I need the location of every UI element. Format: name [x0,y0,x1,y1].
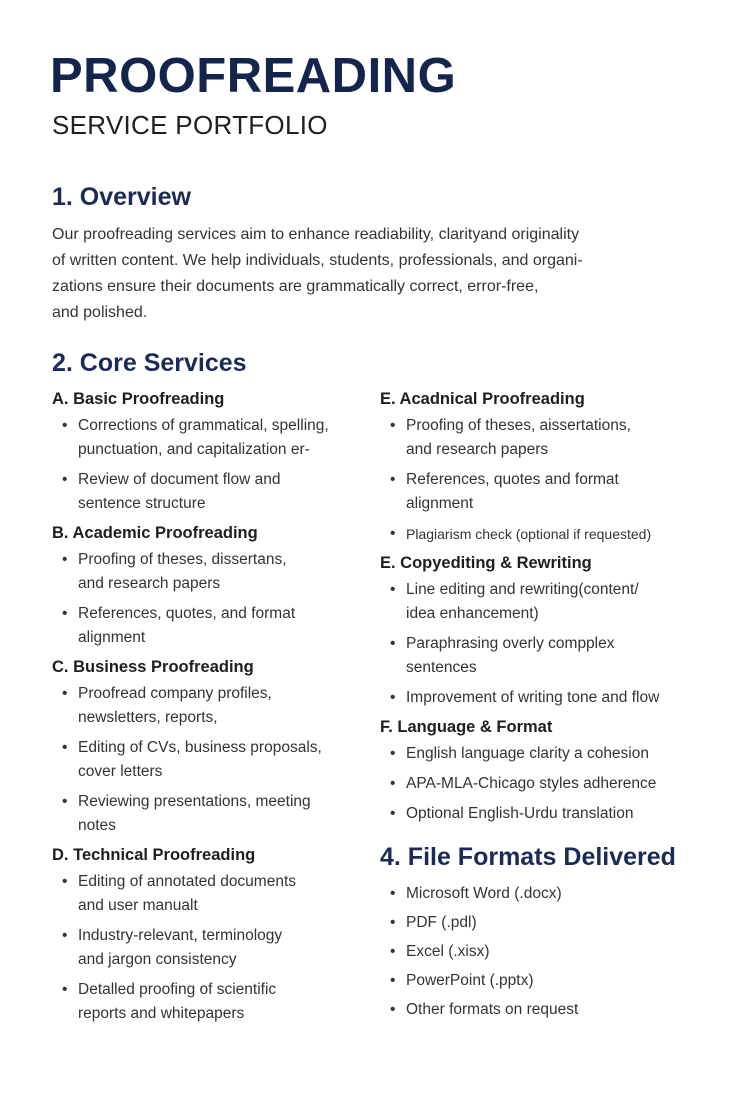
list-item [380,468,710,516]
bullet-icon: • [62,471,68,488]
list-item [52,414,372,462]
item-line: Editing of annotated documents [78,873,297,890]
bullet-icon: • [62,685,68,702]
list-item [380,969,710,993]
item-line: English language clarity a cohesion [406,745,649,762]
list-item [380,772,710,796]
service-group-technical [52,844,372,1026]
bullet-icon: • [62,793,68,810]
list-item [380,882,710,906]
bullet-icon: • [390,885,396,902]
bullet-icon: • [390,525,396,542]
bullet-icon: • [62,981,68,998]
item-line: Other formats on request [406,1001,579,1018]
item-line: alignment [406,495,474,512]
file-formats-list [380,882,710,1022]
service-group-language [380,716,710,826]
document-title: PROOFREADING [50,49,457,103]
service-list [52,870,372,1026]
service-list [380,414,710,546]
service-group-title: F. Language & Format [380,718,553,736]
item-line: PDF (.pdl) [406,914,477,931]
bullet-icon: • [390,914,396,931]
item-line: Editing of CVs, business proposals, [78,739,322,756]
list-item [52,870,372,918]
item-line: Plagiarism check (optional if requested) [406,526,652,542]
item-line: punctuation, and capitalization er- [78,441,310,458]
bullet-icon: • [390,943,396,960]
item-line: reports and whitepapers [78,1005,245,1022]
item-line: Reviewing presentations, meeting [78,793,311,810]
list-item [380,940,710,964]
item-line: Proofing of theses, aissertations, [406,417,631,434]
bullet-icon: • [62,417,68,434]
service-group-acadnical [380,388,710,546]
service-list [380,742,710,826]
bullet-icon: • [62,927,68,944]
list-item [52,790,372,838]
service-group-basic [52,388,372,516]
item-line: Microsoft Word (.docx) [406,885,562,902]
item-line: alignment [78,629,146,646]
bullet-icon: • [390,635,396,652]
item-line: and jargon consistency [78,951,237,968]
item-line: sentence structure [78,495,206,512]
item-line: and user manualt [78,897,198,914]
overview-line: zations ensure their documents are grammatically correct, error-free, [52,278,539,295]
service-list [52,682,372,838]
item-line: Proofing of theses, dissertans, [78,551,287,568]
item-line: notes [78,817,116,834]
file-formats-heading: 4. File Formats Delivered [380,843,676,871]
list-item [380,802,710,826]
item-line: Excel (.xisx) [406,943,490,960]
service-group-title: A. Basic Proofreading [52,390,225,408]
overview-paragraph [52,222,692,326]
service-group-business [52,656,372,838]
list-item [52,682,372,730]
list-item [52,602,372,650]
bullet-icon: • [390,417,396,434]
bullet-icon: • [390,471,396,488]
services-right-column [380,388,710,1027]
item-line: and research papers [78,575,221,592]
bullet-icon: • [390,1001,396,1018]
item-line: Proofread company profiles, [78,685,272,702]
service-group-title: C. Business Proofreading [52,658,254,676]
bullet-icon: • [390,745,396,762]
service-group-academic [52,522,372,650]
item-line: and research papers [406,441,549,458]
overview-line: and polished. [52,304,148,321]
document-subtitle: SERVICE PORTFOLIO [52,110,328,140]
item-line: References, quotes and format [406,471,619,488]
overview-line: Our proofreading services aim to enhance readiability, clarityand originality [52,226,580,243]
bullet-icon: • [390,689,396,706]
bullet-icon: • [62,605,68,622]
list-item [380,686,710,710]
list-item [380,911,710,935]
item-line: PowerPoint (.pptx) [406,972,534,989]
item-line: Corrections of grammatical, spelling, [78,417,329,434]
bullet-icon: • [62,551,68,568]
overview-heading: 1. Overview [52,183,191,211]
services-left-column [52,388,372,1032]
bullet-icon: • [390,775,396,792]
list-item [52,548,372,596]
bullet-icon: • [390,972,396,989]
core-services-heading: 2. Core Services [52,349,247,377]
service-list [380,578,710,710]
bullet-icon: • [390,581,396,598]
list-item [380,522,710,546]
item-line: newsletters, reports, [78,709,218,726]
item-line: Detalled proofing of scientific [78,981,277,998]
list-item [380,578,710,626]
bullet-icon: • [390,805,396,822]
service-group-copyediting [380,552,710,710]
list-item [52,736,372,784]
service-list [52,548,372,650]
bullet-icon: • [62,739,68,756]
service-group-title: E. Copyediting & Rewriting [380,554,592,572]
overview-line: of written content. We help individuals, students, professionals, and organi- [52,252,583,269]
item-line: Industry-relevant, terminology [78,927,283,944]
list-item [52,978,372,1026]
item-line: APA-MLA-Chicago styles adherence [406,775,657,792]
service-group-title: D. Technical Proofreading [52,846,256,864]
item-line: Paraphrasing overly compplex [406,635,615,652]
bullet-icon: • [62,873,68,890]
service-group-title: B. Academic Proofreading [52,524,258,542]
list-item [380,414,710,462]
list-item [380,632,710,680]
list-item [380,742,710,766]
service-list [52,414,372,516]
item-line: References, quotes, and format [78,605,296,622]
item-line: cover letters [78,763,163,780]
item-line: Line editing and rewriting(content/ [406,581,639,598]
item-line: idea enhancement) [406,605,539,622]
list-item [52,468,372,516]
service-group-title: E. Acadnical Proofreading [380,390,585,408]
list-item [380,998,710,1022]
item-line: Optional English-Urdu translation [406,805,634,822]
item-line: sentences [406,659,477,676]
list-item [52,924,372,972]
item-line: Review of document flow and [78,471,281,488]
item-line: Improvement of writing tone and flow [406,689,660,706]
